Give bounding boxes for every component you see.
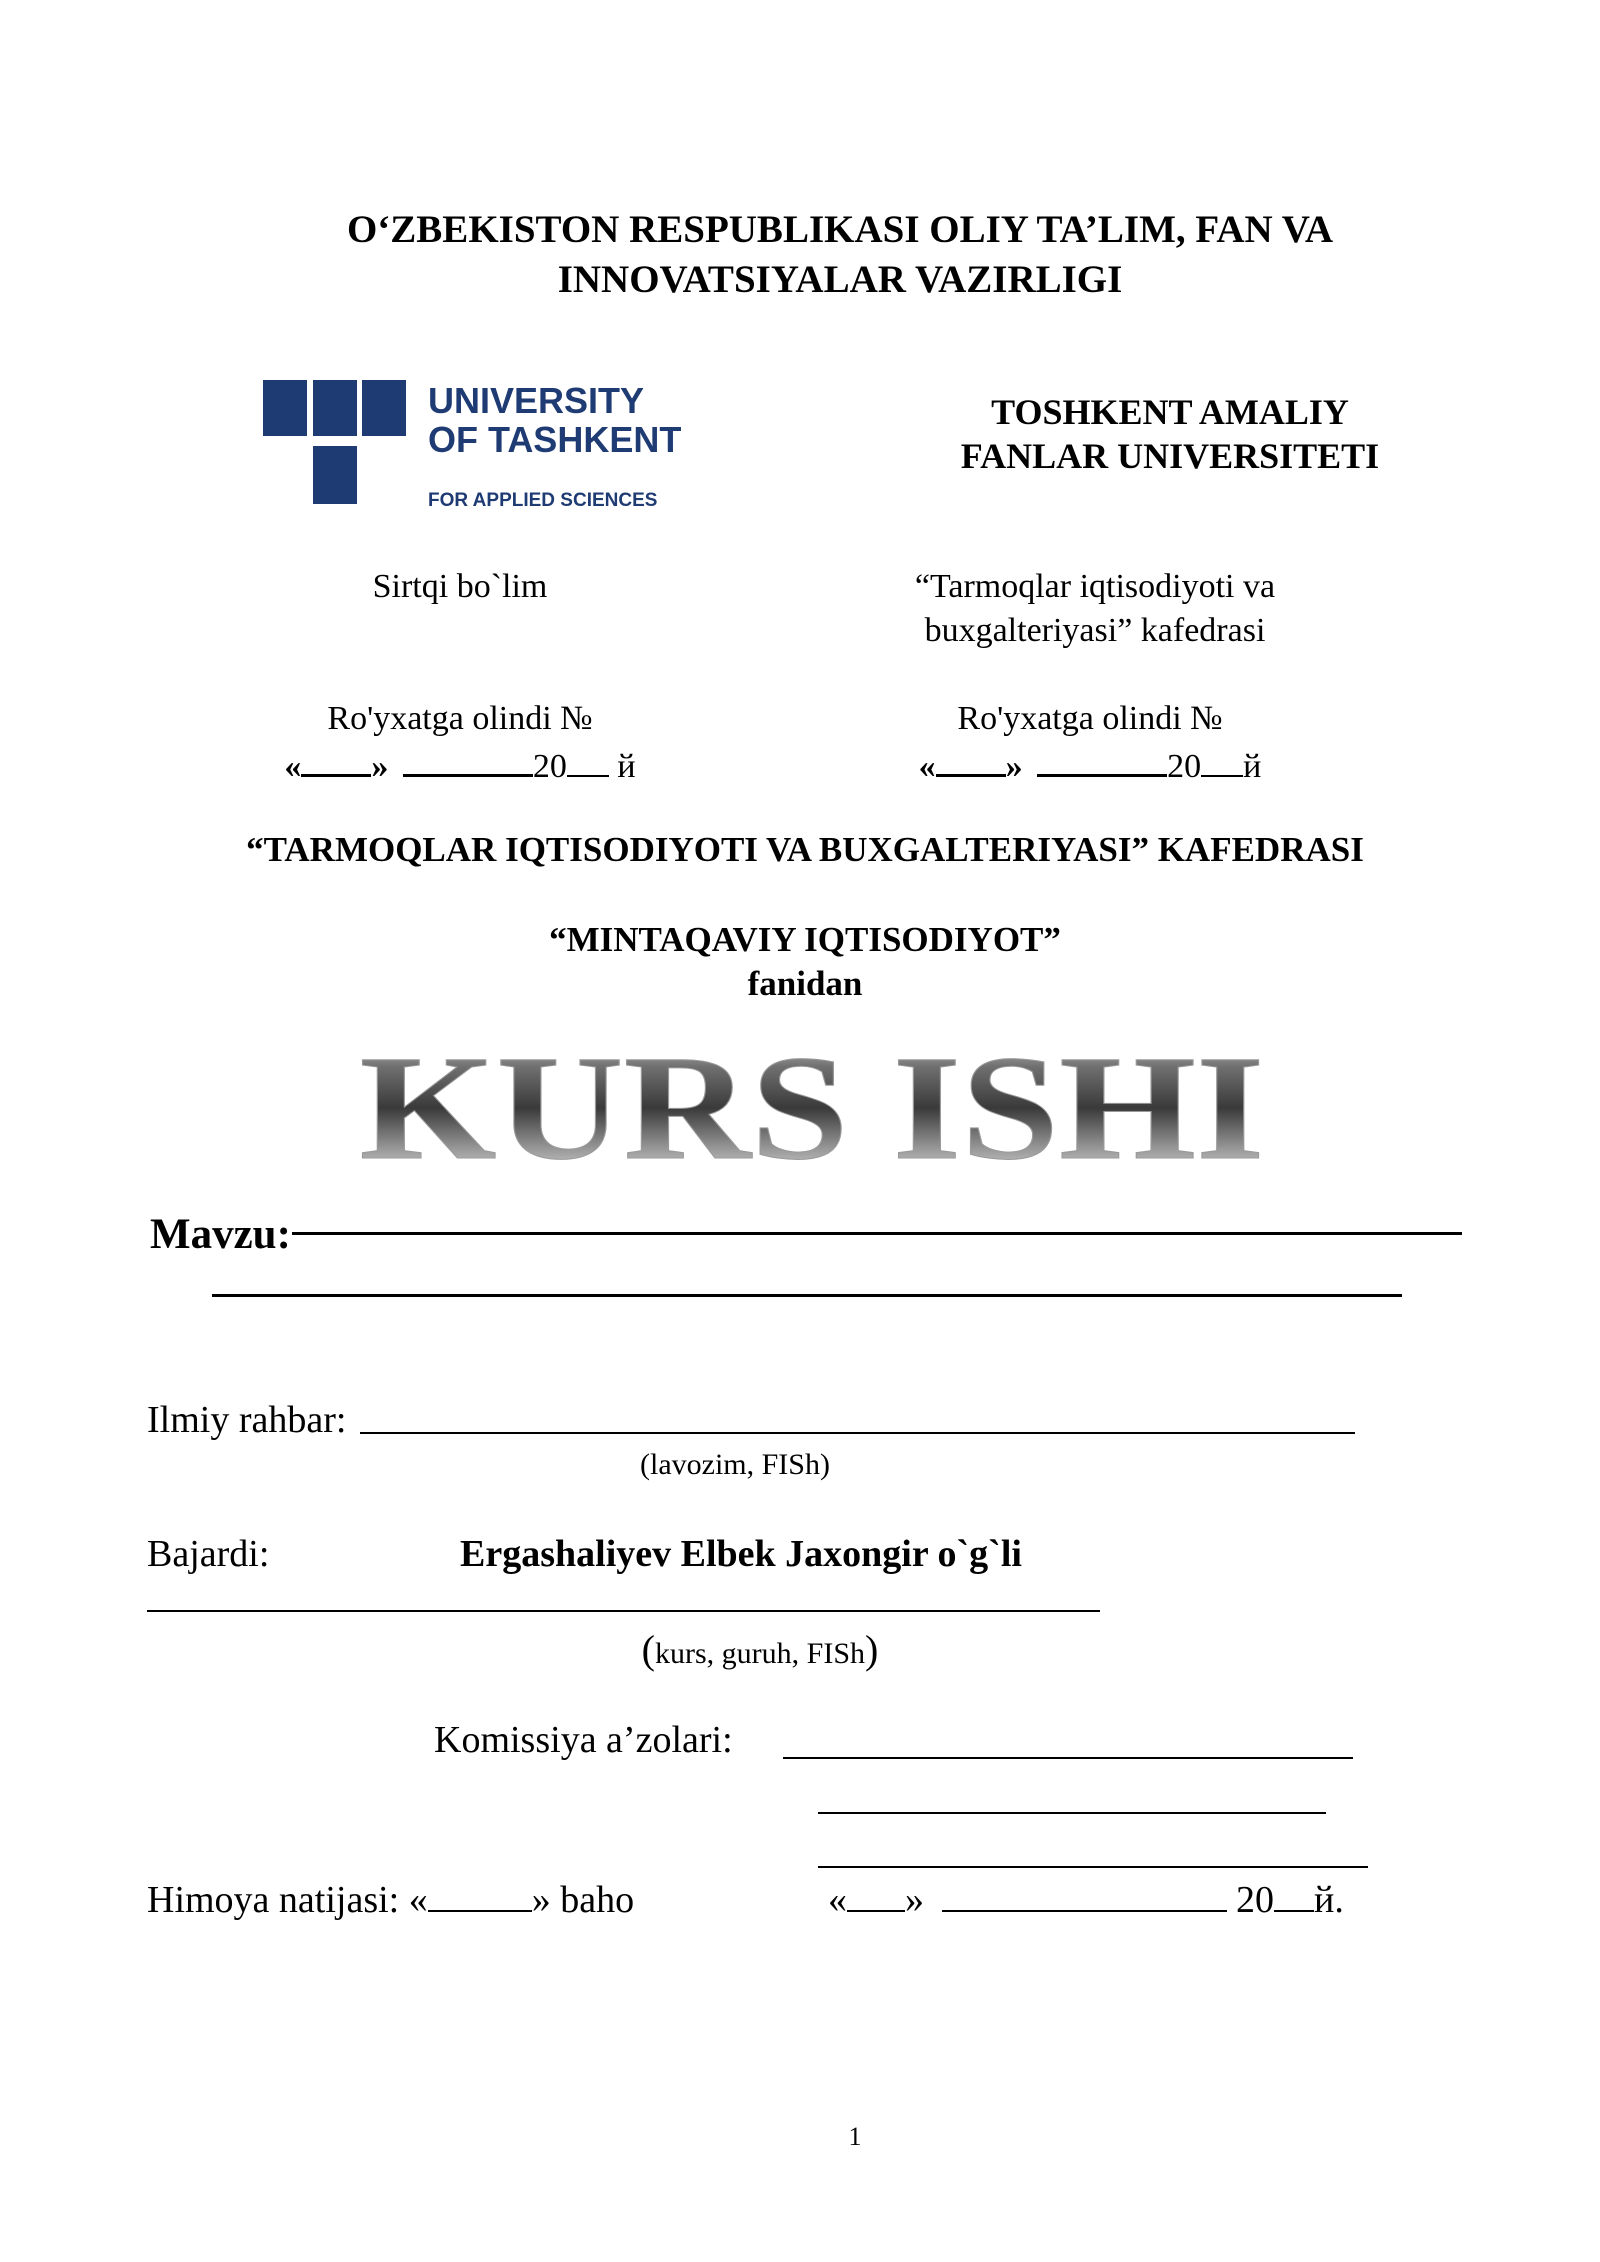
- university-line-1: TOSHKENT AMALIY: [991, 392, 1349, 432]
- grade-field[interactable]: [428, 1910, 532, 1912]
- defense-date: « » 20 й.: [828, 1879, 1344, 1921]
- work-title: KURS ISHI: [359, 1040, 1265, 1180]
- defense-month-field[interactable]: [942, 1910, 1227, 1912]
- commission-line-1[interactable]: [783, 1757, 1353, 1759]
- subject-title: “MINTAQAVIY IQTISODIYOT”: [549, 920, 1061, 959]
- commission-line-3[interactable]: [818, 1866, 1368, 1868]
- topic-line-2[interactable]: [212, 1294, 1402, 1297]
- registration-right-date: « » 20 й: [918, 748, 1262, 785]
- registration-right: [890, 695, 1290, 791]
- defense-day-field[interactable]: [847, 1910, 905, 1912]
- cathedra-title: “TARMOQLAR IQTISODIYOTI VA BUXGALTERIYASI” KAFEDRASI: [246, 830, 1364, 869]
- performer-label: Bajardi:: [147, 1533, 270, 1575]
- subject-block: [0, 918, 1600, 1006]
- university-line-2: FANLAR UNIVERSITETI: [960, 436, 1380, 476]
- advisor-hint: (lavozim, FISh): [640, 1448, 830, 1481]
- registration-left-label: Ro'yxatga olindi №: [327, 700, 593, 737]
- logo-text-2: OF TASHKENT: [428, 419, 682, 460]
- commission-line-2[interactable]: [818, 1812, 1326, 1814]
- registration-left: [260, 695, 660, 791]
- department-left: Sirtqi bo`lim: [372, 568, 548, 605]
- department-right-line-1: “Tarmoqlar iqtisodiyoti va: [914, 568, 1276, 605]
- advisor-label: Ilmiy rahbar:: [147, 1399, 347, 1441]
- commission-label: Komissiya a’zolari:: [434, 1719, 733, 1761]
- university-name: [900, 390, 1440, 478]
- page-number: 1: [848, 2122, 862, 2151]
- performer-line[interactable]: [147, 1610, 1100, 1612]
- logo-squares-icon: [263, 380, 683, 515]
- registration-right-label: Ro'yxatga olindi №: [957, 700, 1223, 737]
- university-logo: [263, 380, 683, 515]
- registration-left-date: « » 20 й: [284, 748, 636, 785]
- ministry-line-1: O‘ZBEKISTON RESPUBLIKASI OLIY TA’LIM, FAN VA: [346, 208, 1334, 251]
- performer-name: Ergashaliyev Elbek Jaxongir o`g`li: [460, 1533, 1022, 1575]
- performer-hint: (kurs, guruh, FISh): [641, 1627, 879, 1672]
- logo-text-1: UNIVERSITY: [428, 380, 645, 421]
- ministry-header: [0, 205, 1600, 305]
- work-title-wordart: [0, 1040, 1600, 1180]
- topic-line-1[interactable]: [292, 1232, 1462, 1235]
- department-right-line-2: buxgalteriyasi” kafedrasi: [924, 612, 1266, 649]
- logo-text-3: FOR APPLIED SCIENCES: [428, 490, 658, 511]
- subject-fanidan: fanidan: [747, 964, 863, 1003]
- advisor-line[interactable]: [360, 1432, 1355, 1434]
- topic-label: Mavzu:: [150, 1211, 291, 1258]
- ministry-line-2: INNOVATSIYALAR VAZIRLIGI: [557, 258, 1123, 301]
- department-right: [850, 565, 1340, 653]
- defense-year-field[interactable]: [1274, 1910, 1314, 1912]
- defense-result: Himoya natijasi: « » baho: [147, 1879, 635, 1921]
